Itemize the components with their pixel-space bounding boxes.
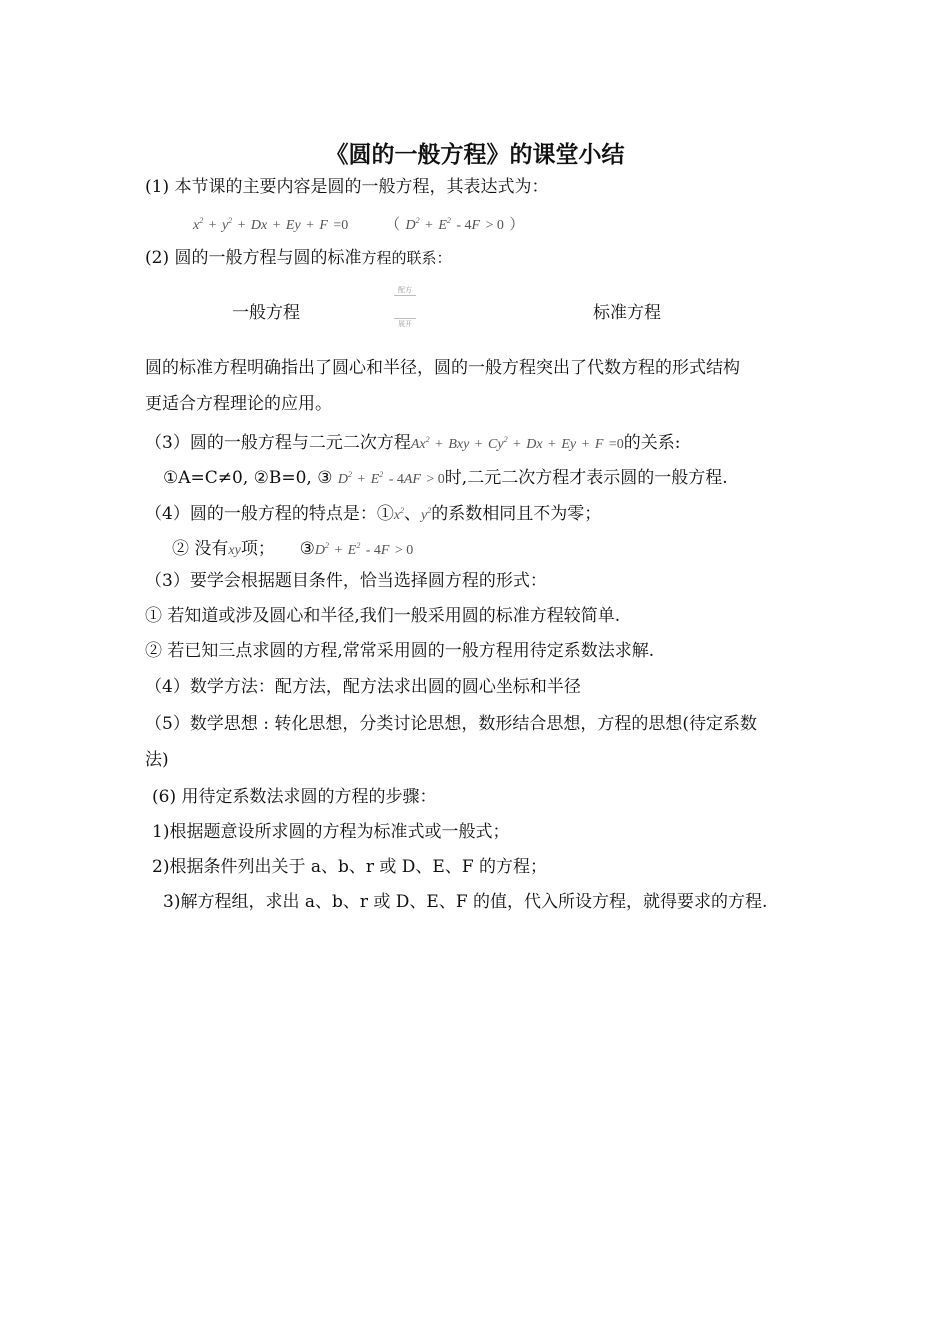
paragraph-line-1: 圆的标准方程明确指出了圆心和半径，圆的一般方程突出了代数方程的形式结构 xyxy=(145,358,740,378)
features-line: ② 没有xy项； $③D^2 + E^2 - 4F > 0$ xyxy=(172,539,414,559)
arrow-bottom-label: 展开 xyxy=(398,320,412,328)
point-4: （4）圆的一般方程的特点是：$①x^2$、$y^2$的系数相同且不为零； xyxy=(145,504,602,524)
paragraph-line-2: 更适合方程理论的应用。 xyxy=(145,394,332,414)
point-4b: （4）数学方法：配方法，配方法求出圆的圆心坐标和半径 xyxy=(145,677,581,697)
condition-line: ①A=C≠0, ②B=0, ③ $D^2 + E^2 - 4AF > 0$时,二元二次方程才表示圆的一般方程. xyxy=(163,468,728,488)
step-3: 3)解方程组，求出 a、b、r 或 D、E、F 的值，代入所设方程，就得要求的方程. xyxy=(163,892,768,912)
arrow-left-icon xyxy=(394,318,416,319)
general-equation-formula: $x^2 + y^2 + Dx + Ey + F =0$ （ $D^2 + E^2 - 4F > 0$ ） xyxy=(193,215,525,233)
arrow-right-icon xyxy=(394,295,416,296)
page-title: 《圆的一般方程》的课堂小结 xyxy=(325,141,625,168)
point-3: （3）圆的一般方程与二元二次方程Ax$^2$ + Bxy + Cy$^2$ + Dx + Ey + F =0的关系: xyxy=(145,433,681,453)
point-5: （5）数学思想 : 转化思想，分类讨论思想，数形结合思想，方程的思想(待定系数 xyxy=(145,714,757,734)
point-2: (2) 圆的一般方程与圆的标准方程的联系： xyxy=(145,248,452,268)
relation-right: 标准方程 xyxy=(593,303,661,323)
step-1: 1)根据题意设所求圆的方程为标准式或一般式； xyxy=(152,822,510,842)
point-1: (1) 本节课的主要内容是圆的一般方程，其表达式为： xyxy=(145,177,549,197)
arrow-top-label: 配方 xyxy=(398,286,412,294)
step-2: 2)根据条件列出关于 a、b、r 或 D、E、F 的方程； xyxy=(152,857,548,877)
choice-2: ② 若已知三点求圆的方程,常常采用圆的一般方程用待定系数法求解. xyxy=(145,641,655,661)
choice-1: ① 若知道或涉及圆心和半径,我们一般采用圆的标准方程较简单. xyxy=(145,606,621,626)
point-3b: （3）要学会根据题目条件，恰当选择圆方程的形式： xyxy=(145,571,547,591)
point-6: (6) 用待定系数法求圆的方程的步骤： xyxy=(152,787,437,807)
relation-left: 一般方程 xyxy=(232,303,300,323)
point-5-cont: 法) xyxy=(145,750,169,770)
relation-arrows xyxy=(390,285,420,335)
